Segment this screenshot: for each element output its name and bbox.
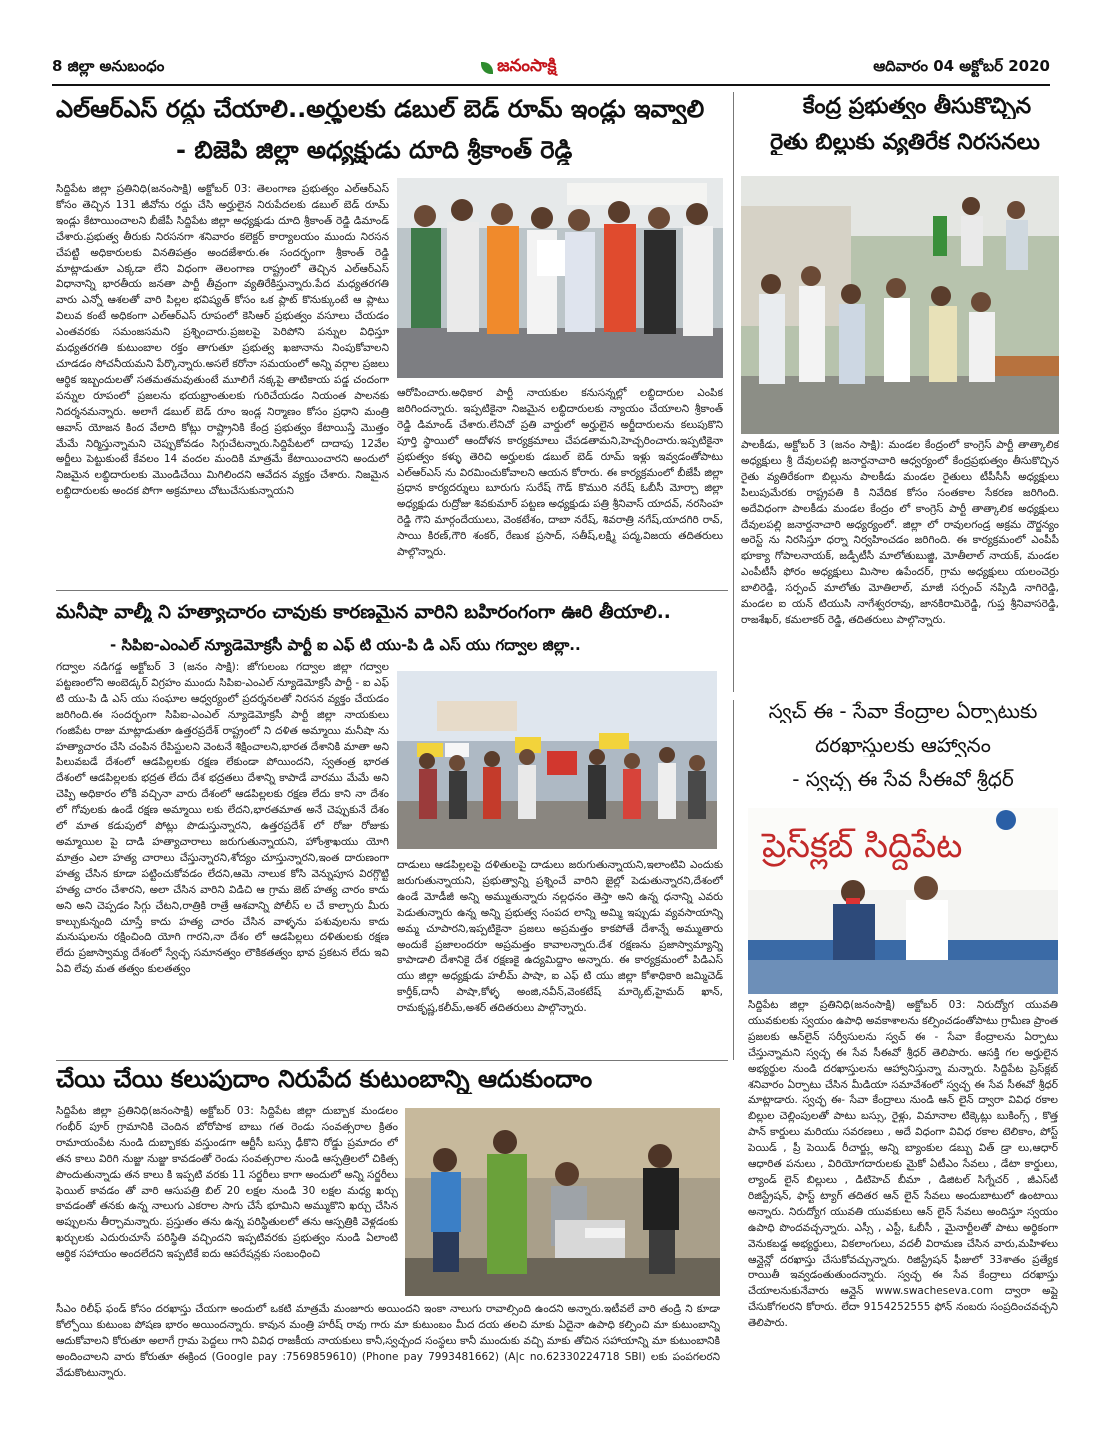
article5-headline: చేయి చేయి కలుపుదాం నిరుపేద కుటుంబాన్ని ఆదుకుందాం [56, 1066, 593, 1093]
article2-headline: కేంద్ర ప్రభుత్వం తీసుకొచ్చిన [802, 94, 1032, 119]
leaf-icon [481, 62, 493, 74]
section-divider-lower [56, 1060, 728, 1061]
article1-photo [397, 178, 723, 378]
article2-photo [741, 176, 1059, 434]
article2-text: పాలకీడు, అక్టోబర్ 3 (జనం సాక్షి): మండల కేంద్రంలో కాంగ్రెస్ పార్టీ తాత్కాలిక అధ్యక్షులు శ్రీ దేవులపల్లి జనార్దనాచారి ఆధ్వర్యంలో కేంద్రప్రభుత్వం తీసుకొచ్చిన రైతు వ్యతిరేకంగా బిల్లును పాలకీడు మండల రైతులు టీపీసీసీ అధ్యక్షులు పిలుపుమేరకు రాష్ట్రపతి కి నివేదిక కోసం సంతకాల సేకరణ జరిగింది. అదేవిధంగా పాలకీడు మండల కేంద్రం లో కాంగ్రెస్ పార్టీ తాత్కాలిక అధ్యక్షులు దేవులపల్లి జనార్దనాచారి అధ్యర్యంలో. జిల్లా లో రావులగండ్ర అక్రమ దౌర్జన్యం అరెస్ట్ ను నిరసిస్తూ ధర్నా నిర్వహించడం జరిగింది. ఈ కార్యక్రమంలో ఎంపీపీ భూక్యా గోపాలనాయక్, జడ్పీటీసీ మాలోతుబుజ్జి, మోతీలాల్ నాయక్, మండల ఎంపీటీసీ ఫోరం అధ్యక్షులు మిసాల ఉపేందర్, గ్రామ అధ్యక్షులు యలంచెర్రు బాలిరెడ్డి, సర్పంచ్ మాలోతు మోతిలాల్, మాజీ సర్పంచ్ నప్పిడి నాగిరెడ్డి, మండల ఐ యన్ టియుసి నాగేశ్వరరావు, జానకిరామిరెడ్డి, గుప్త శ్రీనివాసరెడ్డి, రాజశేఖర్, కమలాకర్ రెడ్డి, తదితరులు పాల్గొన్నారు. [741, 439, 1059, 626]
article5-text-full: సీఎం రిలీఫ్ ఫండ్ కోసం దరఖాస్తు చేయగా అందులో ఒకటి మాత్రమే మంజూరు అయిందని ఇంకా నాలుగు రావాల్సింది ఉందని అన్నారు.ఇటీవలే వారి తండ్రి ని కూడా కోల్పోయి కుటుంబ పోషణ భారం అయిందన్నారు. కావున మంత్రి హరీష్ రావు గారు మా కుటుంబం మీద దయ తలచి మాకు ఏదైనా ఉపాధి కల్పించి మా కుటుంబాన్ని ఆదుకోవాలని కోరుతూ అలాగే గ్రామ పెద్దలు గాని వివిధ రాజకీయ నాయకులు కానీ,స్వచ్చంద సంస్థలు కానీ ముందుకు వచ్చి మాకు తోచిన సహాయాన్ని మా కుటుంబానికి అందించాలని వారు కోరుతూ ఈక్రింద (Google pay :7569859610) (Phone pay 7993481662) (A|c no.62330224718 SBI) లకు పంపగలరని వేడుకొంటున్నారు. [56, 1303, 720, 1379]
article4-subhead: - స్వచ్ఛ ఈ సేవ సీఈవో శ్రీధర్ [792, 768, 1014, 791]
page-header [52, 52, 1050, 86]
article5-text-left: సిద్దిపేట జిల్లా ప్రతినిధి(జనంసాక్షి) అక్టోబర్ 03: సిద్దిపేట జిల్లా దుబ్బాక మండలం గంభీర్ పూర్ గ్రామానికి చెందిన బోరోపాక బాబు గత రెండు సంవత్సరాల క్రితం రామాయంపేట నుండి దుబ్బాకకు వస్తుండగా ఆర్టీసీ బస్సు ఢీకొని రోడ్డు ప్రమాదం లో తన కాలు విరిగి నుజ్జు నుజ్జు కావడంతో రెండు సంవత్సరాల నుండి ఆస్పత్రిలలో చికిత్స పొందుతున్నాడు తన కాలు కి ఇప్పటి వరకు 11 సర్జరీలు కాగా అందులో అన్ని సర్జరీలు ఫెయిల్ కావడం తో వారి ఆసుపత్రి బిల్ 20 లక్షల నుండి 30 లక్షల మధ్య ఖర్చు కావడంతో తనకు ఉన్న నాలుగు ఎకరాల సాగు చేసే భూమిని అమ్ముకొని ఖర్చు చేసిన అప్పులను తీర్చామన్నారు. ప్రస్తుతం తను ఉన్న పరిస్థితులలో తను ఆస్పత్రికి వెళ్లడంకు ఖర్చులకు ఎదురుచూసే పరిస్థితి వచ్చిందని ఇప్పటివరకు ప్రభుత్వం నుండి ఏలాంటి ఆర్థిక సహాయం అందలేదని ఇప్పటికే ఐదు ఆపరేషన్లకు సంబంధించి [56, 1105, 398, 1261]
column-divider-lower [733, 700, 734, 1060]
article1-text-right: ఆరోపించారు.అధికార పార్టీ నాయకుల కనుసన్నల్లో లబ్ధిదారుల ఎంపిక జరిగిందన్నారు. ఇప్పటికైనా నిజమైన లబ్ధిదారులకు న్యాయం చేయాలని శ్రీకాంత్ రెడ్డి డిమాండ్ చేశారు.లేనిచో ప్రతి వార్డులో అర్హులైన అర్జీదారులను కలుపుకొని పూర్తి స్థాయిలో ఆందోళన కార్యక్రమాలు చేపడతామని,హెచ్చరించారు.ఇప్పటికైనా ప్రభుత్వం కళ్ళు తెరిచి అర్హులకు డబుల్ బెడ్ రూమ్ ఇళ్లు ఇవ్వడంతోపాటు ఎల్‌ఆర్‌ఎస్ ను విరమించుకోవాలని ఆయన కోరారు. ఈ కార్యక్రమంలో బీజేపీ జిల్లా ప్రధాన కార్యదర్శులు బూరుగు సురేష్ గౌడ్ కొమురి నరేష్ ఓబీసీ మోర్చా జిల్లా అధ్యక్షుడు రుద్రోజు శివకుమార్ పట్టణ అధ్యక్షుడు పత్రి శ్రీనివాస్ యాదవ్, నరసింహ రెడ్డి గౌని మార్గందేయులు, వెంకటేశం, దాబా నరేష్, శివరాత్రి నగేష్,యాదగిరి రావ్, సాయి కిరణ్,గౌరి శంకర్, రేణుక ప్రసాద్, సతీష్,లక్ష్మి పద్మ,విజయ తదితరులు పాల్గొన్నారు. [397, 387, 723, 559]
article3-headline: మనీషా వాల్మీ ని హత్యాచారం చావుకు కారణమైన వారిని బహిరంగంగా ఊరి తీయాలి.. [56, 602, 671, 623]
newspaper-logo [481, 56, 556, 80]
article4-text: సిద్దిపేట జిల్లా ప్రతినిధి(జనంసాక్షి) అక్టోబర్ 03: నిరుద్యోగ యువతి యువకులకు స్వయం ఉపాధి అవకాశాలను కల్పించడంతోపాటు గ్రామీణ ప్రాంత ప్రజలకు ఆన్‌లైన్ సర్వీసులను స్వచ్ ఈ - సేవా కేంద్రాలను ఏర్పాటు చేస్తున్నామని స్వచ్ఛ ఈ సేవ సీఈవో శ్రీధర్ తెలిపారు. ఆసక్తి గల అర్హులైన అభ్యర్థుల నుండి దరఖాస్తులను ఆహ్వానిస్తున్నా మన్నారు. సిద్దిపేట ప్రెస్‌క్లబ్ శనివారం ఏర్పాటు చేసిన మీడియా సమావేశంలో స్వచ్ఛ ఈ సేవ సీఈవో శ్రీధర్ మాట్లాడారు. స్వచ్ఛ ఈ- సేవా కేంద్రాలు నుండి ఆన్ లైన్ ద్వారా వివిధ రకాల బిల్లుల చెల్లింపులతో పాటు బస్సు, రైళ్లు, విమానాల టిక్కెట్లు బుకింగ్స్ , కొత్త పాన్ కార్డులు మరియు సవరణలు , అదే విధంగా వివిధ రకాల టెలికాం, పోస్ట్ పెయిడ్ , ప్రీ పెయిడ్ రీచార్జ్లు అన్ని బ్యాంకుల డబ్బు విత్ డ్రా లు,ఆధార్ ఆధారిత పనులు , విరియోగదారులకు మైకో ఏటీఎం సేవలు , డేటా కార్డులు, ల్యాండ్ లైన్ బిల్లులు , డిటిహెచ్ బీమా , డిజిటల్ సిగ్నేచర్ , జీఎస్‌టీ రిజిస్ట్రేషన్, ఫాస్ట్ ట్యాగ్ తదితర ఆన్ లైన్ సేవలు అందుబాటులో ఉంటాయి అన్నారు. నిరుద్యోగ యువతి యువకులు ఆన్ లైన్ సేవలు అందిస్తూ స్వయం ఉపాధి పొందవచ్చన్నారు. ఎస్సీ , ఎస్టీ, ఓబీసీ , మైనార్టీలతో పాటు అర్థికంగా వెనుకబడ్డ అభ్యర్థులు, వికలాంగులు, వదలీ విరామణ చేసిన వారు,మహిళలు ఆన్లైన్లో దరఖాస్తు చేసుకోవచ్చున్నారు. రిజిస్ట్రేషన్ ఫీజులో 33శాతం ప్రత్యేక రాయితీ ఇవ్వడంతుతుందన్నారు. స్వచ్ఛ ఈ సేవ కేంద్రాలు దరఖాస్తు చేయాలనుకునేవారు ఆన్లైన్ www.swacheseva.com ద్వారా అప్లై చేసుకోగలరని కోరారు. లేదా 9154252555 ఫోన్ నంబరు సంప్రదించవచ్చని తెలిపారు. [748, 999, 1058, 1330]
article3-text-right: దాడులు ఆడపిల్లలపై దళితులపై దాడులు జరుగుతున్నాయని,ఇలాంటివి ఎందుకు జరుగుతున్నాయని, ప్రభుత్వాన్ని ప్రశ్నించే వారిని జైల్లో పెడుతున్నారని,దేశంలో ఉండే మోడీజీ అన్ని అమ్ముతున్నారు నల్లధనం తెస్తా అని ఉన్న ధనాన్ని ఎవరు పెడుతున్నారు ఉన్న అన్ని ప్రభుత్వ సంపద లాన్ని అమ్మి ఇప్పుడు వ్యవసాయాన్ని అమ్మ చూపారని,ఇప్పటికైనా ప్రజలు అప్రమత్తం కాకపోతే దేశాన్నే అమ్ముతారు అందుకే ప్రజాలందరూ అప్రమత్తం కావాలన్నారు.దేశ రక్షణను ప్రజాస్వామ్యాన్ని కాపాడాలి దేశానికై దేశ రక్షణకై ఉద్యమిద్దాం అన్నారు. ఈ కార్యక్రమంలో పిడిఎస్ యు జిల్లా అధ్యక్షుడు హలీమ్ పాషా, ఐ ఎఫ్ టి యు జిల్లా కోశాధికారి జమ్మిచెడ్ కార్తీక్,దానీ పాషా,కోళ్ళ అంజి,నవీన్,వెంకటేష్ మార్కెట్,హైమద్ ఖాన్, రామకృష్ణ,కలీమ్,అశర్ తదితరులు పాల్గొన్నారు. [397, 859, 723, 1015]
article1-text-left: సిద్దిపేట జిల్లా ప్రతినిధి(జనంసాక్షి) అక్టోబర్ 03: తెలంగాణ ప్రభుత్వం ఎల్‌ఆర్‌ఎస్ కోసం తెచ్చిన 131 జీవోను రద్దు చేసి అర్హులైన నిరుపేదలకు డబుల్ బెడ్ రూమ్ ఇండ్లు కేటాయించాలని బీజేపీ సిద్దిపేట జిల్లా అధ్యక్షుడు దూది శ్రీకాంత్ రెడ్డి డిమాండ్ చేశారు.ప్రభుత్వ తీరుకు నిరసనగా శనివారం కలెక్టర్ కార్యాలయం ముందు నిరసన చేపట్టి అధికారులకు వినతిపత్రం అందజేశారు.ఈ సందర్భంగా శ్రీకాంత్ రెడ్డి మాట్లాడుతూ ఎక్కడా లేని విధంగా తెలంగాణ రాష్ట్రంలో తెచ్చిన ఎల్‌ఆర్‌ఎస్ విధానాన్ని భారతీయ జనతా పార్టీ తీవ్రంగా వ్యతిరేకిస్తున్నారు.పేద మధ్యతరగతి వారు ఎన్నో ఆశలతో వారి పిల్లల భవిష్యత్ కోసం ఒక ప్లాట్ కొనుక్కుంటే ఆ ప్లాటు విలువ కంటే అధికంగా ఎల్‌ఆర్‌ఎస్ రూపంలో కెసిఆర్ ప్రభుత్వం వసూలు చేయడం ఎంతవరకు సమంజసమని ప్రశ్నించారు.ప్రజలపై పెరిపోని పన్నుల విధిస్తూ మధ్యతరగతి కుటుంబాల రక్తం తాగుతూ ప్రభుత్వ ఖజానాను నింపుకోవాలని చూడడం సోచనీయమని పేర్కొన్నారు.అసలే కరోనా సమయంలో అన్ని వర్గాల ప్రజలు ఆర్థిక ఇబ్బందులతో సతమతమవుతుంటే మూలిగే నక్కపై తాటికాయ పడ్డ చందంగా పన్నుల రూపంలో ప్రజలను భయభ్రాంతులకు గురిచేయడం నియంత పాలనకు నిదర్శనమన్నారు. అలాగే డబుల్ బెడ్ రూం ఇండ్ల నిర్మాణం కోసం ప్రధాని మంత్రి ఆవాస్ యోజన కింద వేలాది కోట్లు రాష్ట్రానికి కేంద్ర ప్రభుత్వం కేటాయిస్తే మొత్తం మేమే నిర్మిస్తున్నామని చెప్పుకోవడం సిగ్గుచేటన్నారు.సిద్దిపేటలో దాదాపు 12వేల అర్జీలు పెట్టుకుంటే కేవలం 14 వందల మందికి మాత్రమే కేటాయించారని అందులో నిజమైన లబ్ధిదారులకు మొండిచేయి మిగిలిందని ఆవేదన వ్యక్తం చేశారు. నిజమైన లబ్ధిదారులకు అందక పోగా అక్రమాలు చోటుచేసుకున్నాయని [56, 183, 389, 498]
photo-banner-text: ప్రెస్‌క్లబ్ సిద్దిపేట [762, 826, 963, 866]
article3-text-left: గద్వాల నడిగడ్డ అక్టోబర్ 3 (జనం సాక్షి): జోగులంబ గద్వాల జిల్లా గద్వాల పట్టణంలోని అంబెడ్కర్ విగ్రహం ముందు సిపిఐ-ఎంఎల్ న్యూడెమోక్రసీ పార్టీ - ఐ ఎఫ్ టి యు-పి డి ఎస్ యు సంఘాల ఆధ్వర్యంలో ప్రదర్శనలతో నిరసన వ్యక్తం చేయడం జరిగింది.ఈ సందర్భంగా సిపిఐ-ఎంఎల్ న్యూడెమోక్రసీ పార్టీ జిల్లా నాయకులు గంజిపేట రాజు మాట్లాడుతూ ఉత్తరప్రదేశ్ రాష్ట్రంలో ని దళిత అమ్మాయి మనీషా ను హత్యాచారం చేసి చంపిన రేపిస్టులని వెంటనే శిక్షించాలని,భారత దేశానికి మాతా అని పిలువబడే దేశంలో ఆడపిల్లలకు రక్షణ లేకుండా పోయిందని, స్వతంత్ర భారత దేశంలో ఆడపిల్లలకు భద్రత లేదు దేశ భద్రతలు దేశాన్ని కాపాడే వారము మేమే అని చెప్పి అధికారం లోకి వచ్చినా వారు దేశంలో ఆడపిల్లలకు రక్షణ లేదు కాని నా దేశం లో గోవులకు ఉండే రక్షణ అమ్మాయి లకు లేదని,భారతమాత అనే చెప్పుకునే దేశం లో మాత కడుపులో పోట్లు పొడుస్తున్నారని, ఉత్తరప్రదేశ్ లో రోజు రోజుకు అమ్మాయిల పై దాడి హత్యాచారాలు జరుగుతున్నాయని, హోంశ్రాఖయు యోగి మాత్రం ఎలా హత్య చారాలు చేస్తున్నారని,శోద్యం చూస్తున్నారని,ఇంత దారుణంగా హత్య చేసిన కూడా పట్టించుకోవడం లేదని,ఆమె నాలుక కోసి వెన్నుపూస విరగ్గొట్టి హత్య చారం చేశారని, అలా చేసిన వారిని విడిచి ఆ గ్రామ జెట్ హత్య చారం కాదు అని అని చెప్పడం సిగ్గు చేటని,రాత్రికి రాత్రే ఆశవాన్ని పోలీస్ ల చే కాల్చారు మీరు కాల్చుకున్నంది చూస్తే కాదు హత్య చారం చేసిన వాళ్ళను పశువులను కాదు మనుషులను రక్షించింది యోగి గారని,నా దేశం లో ఆడపిల్లలు దళితులకు రక్షణ లేదు ప్రజాస్వామ్య దేశంలో స్వేచ్ఛ సమానత్వం లౌకికతత్వం భావ ప్రకటన లేదు ఇవి ఏవి లేవు మత తత్వం కులతత్వం [56, 661, 389, 976]
article3-photo [397, 671, 717, 849]
article2-headline-line2: రైతు బిల్లుకు వ్యతిరేక నిరసనలు [770, 130, 1040, 155]
article4-headline: స్వచ్ ఈ - సేవా కేంద్రాల ఏర్పాటుకు [768, 700, 1038, 723]
article4-photo [748, 808, 1058, 994]
article5-photo [405, 1108, 720, 1296]
page-label: 8 జిల్లా అనుబంధం [52, 57, 165, 75]
section-divider [56, 590, 728, 591]
column-divider [733, 92, 734, 692]
issue-date: ఆదివారం 04 అక్టోబర్ 2020 [873, 57, 1050, 75]
article3-subhead: - సిపిఐ-ఎంఎల్ న్యూడెమోక్రసీ పార్టీ ఐ ఎఫ్ టి యు-పి డి ఎస్ యు గద్వాల జిల్లా.. [110, 636, 581, 654]
article1-headline: ఎల్‌ఆర్‌ఎస్ రద్దు చేయాలి..అర్హులకు డబుల్ బెడ్ రూమ్ ఇండ్లు ఇవ్వాలి [56, 96, 705, 123]
logo-text: జనంసాక్షి [497, 56, 557, 76]
article1-subhead: - బిజెపి జిల్లా అధ్యక్షుడు దూది శ్రీకాంత్ రెడ్డి [176, 137, 573, 164]
article4-headline-line2: దరఖాస్తులకు ఆహ్వానం [815, 734, 991, 757]
